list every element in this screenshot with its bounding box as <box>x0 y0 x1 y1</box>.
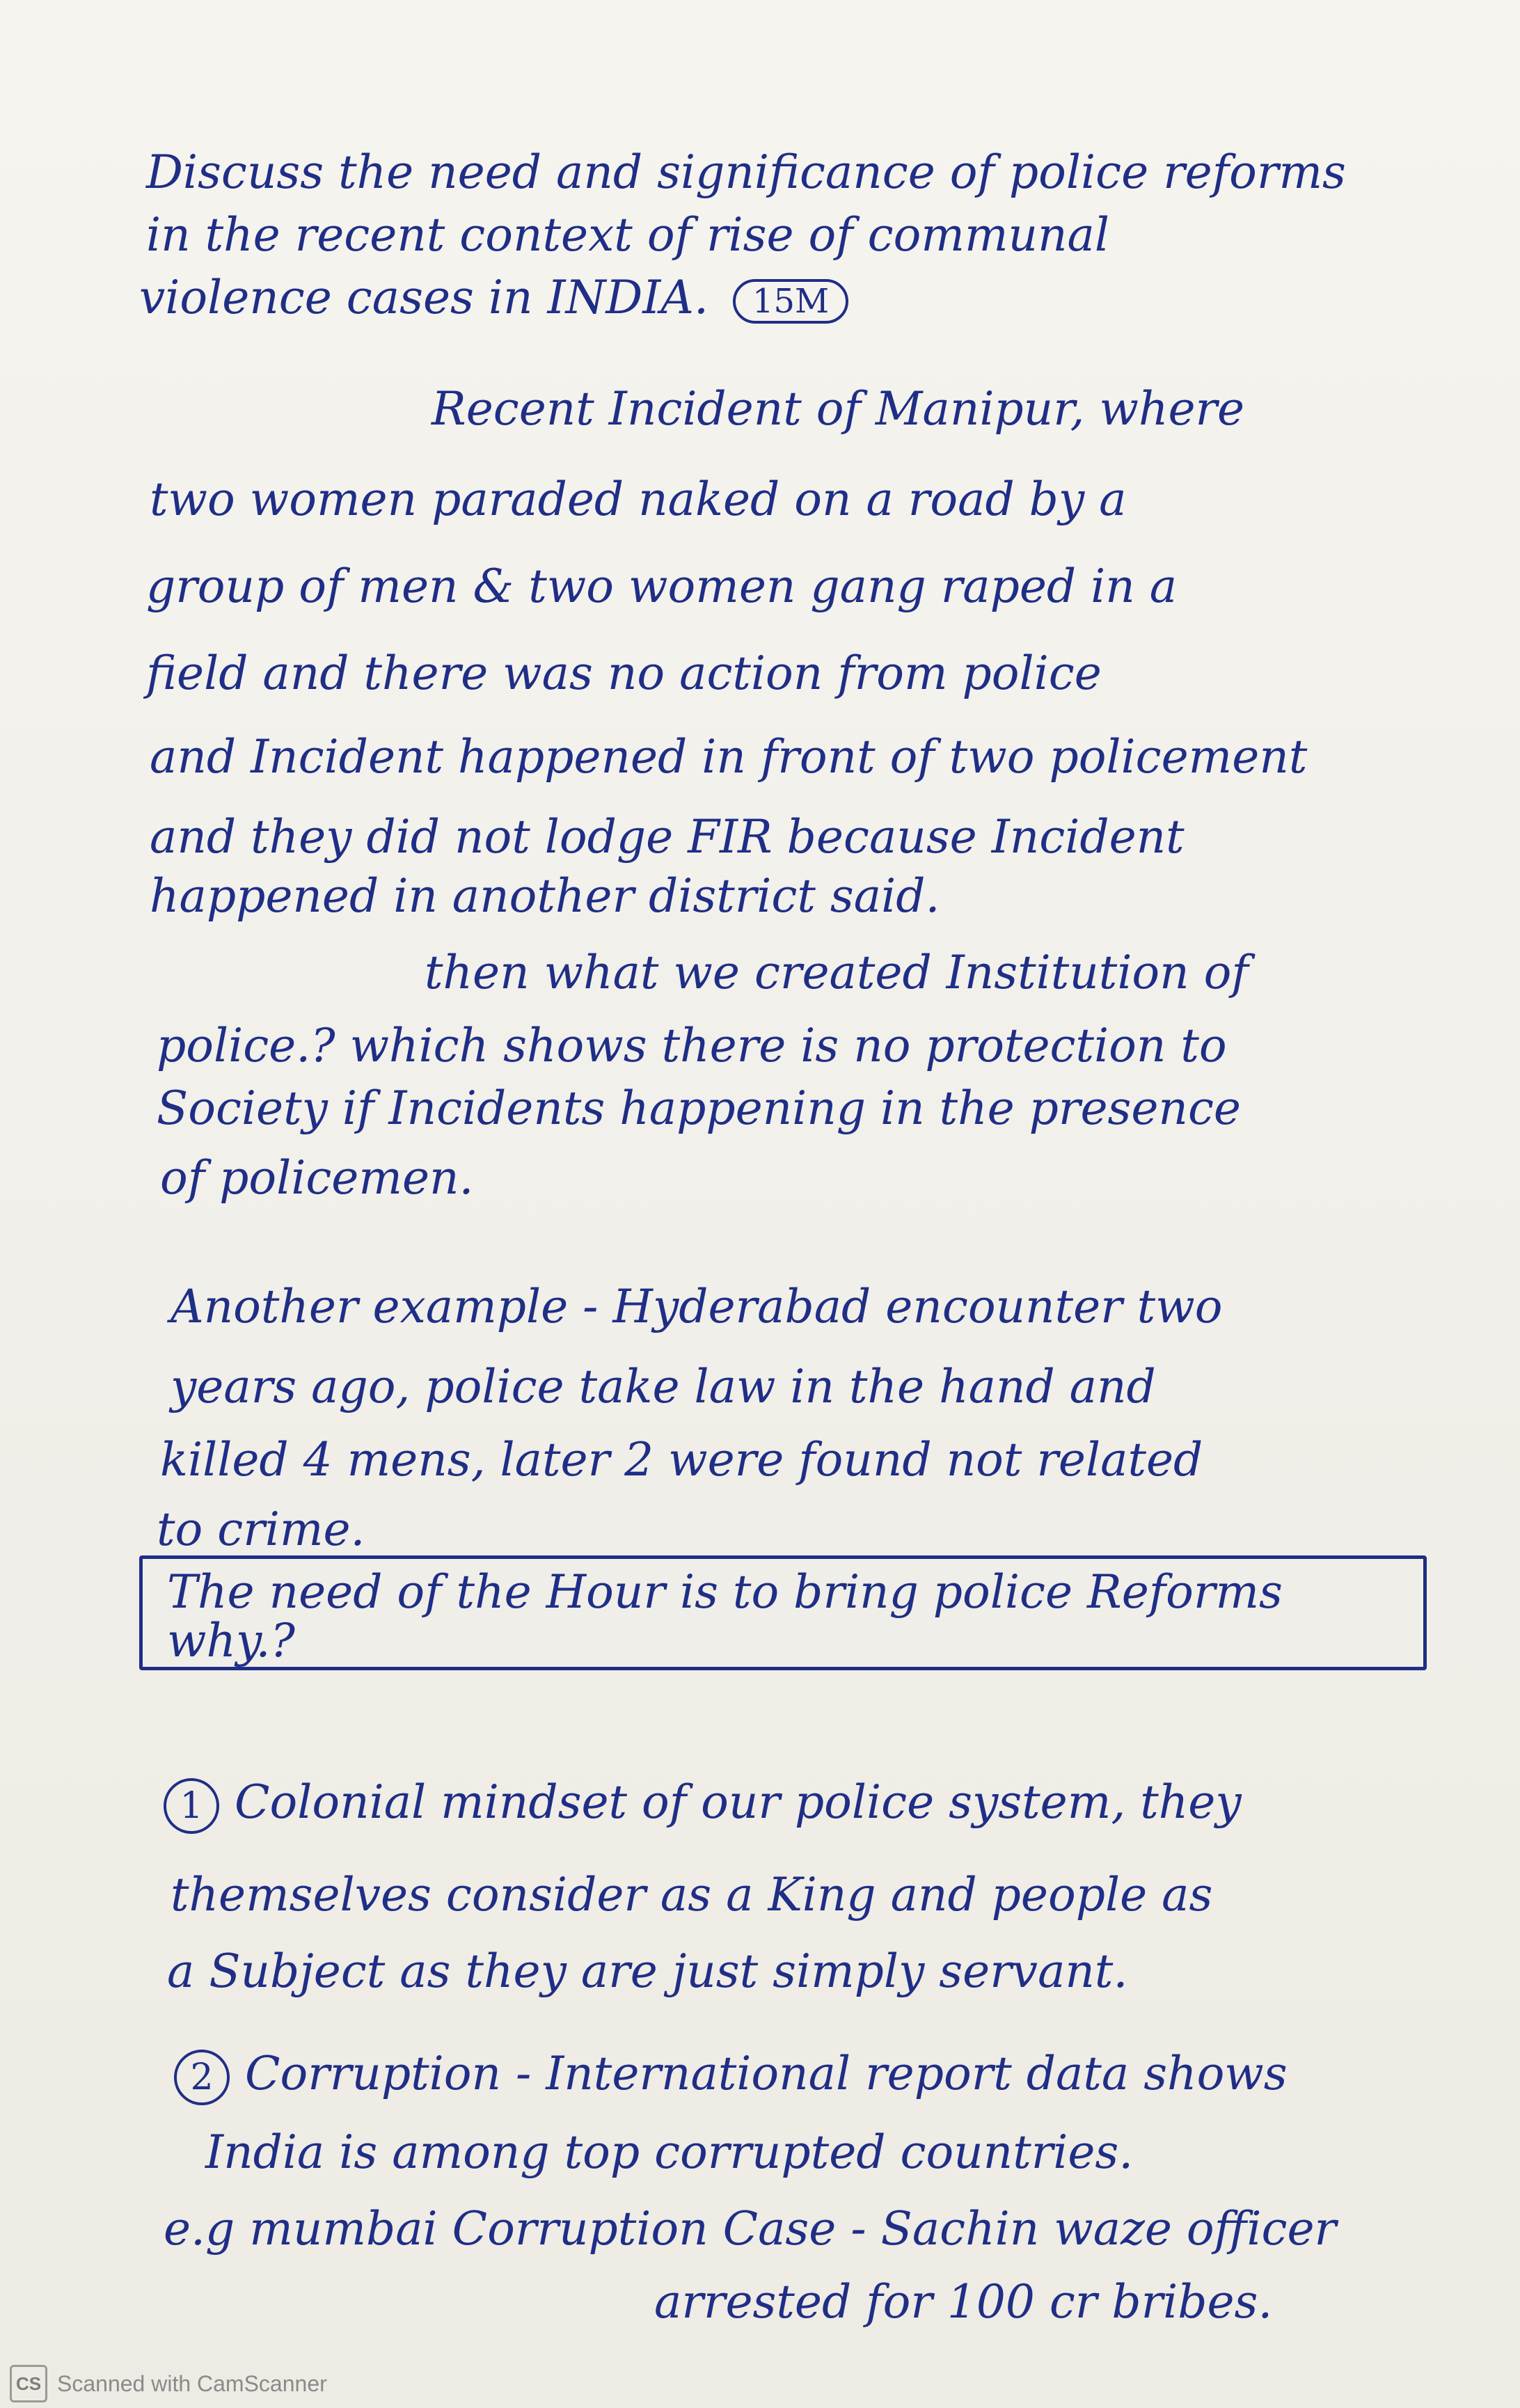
camscanner-footer <box>0 2363 487 2405</box>
box-line-2 <box>0 1614 1520 1668</box>
p1-text-1: Recent Incident of Manipur, where <box>432 382 1245 436</box>
question-line-2 <box>0 208 1520 262</box>
point-2-text-2: India is among top corrupted countries. <box>205 2125 1134 2179</box>
p2-line-3 <box>0 1082 1520 1135</box>
question-text-2: in the recent context of rise of communal <box>146 208 1110 262</box>
p2-line-1 <box>0 946 1520 999</box>
marks-badge: 15M <box>733 279 848 324</box>
p1-line-4 <box>0 647 1520 700</box>
p2-text-4: of policemen. <box>160 1151 474 1205</box>
point-2-text-1: Corruption - International report data shows <box>245 2047 1288 2100</box>
camscanner-logo: CS <box>10 2365 47 2402</box>
box-line-1 <box>0 1565 1520 1619</box>
p1-line-3 <box>0 560 1520 613</box>
point-1-text-1: Colonial mindset of our police system, they <box>235 1775 1242 1829</box>
point-1-number: 1 <box>164 1778 219 1834</box>
p1-text-6: and they did not lodge FIR because Incident <box>150 810 1185 864</box>
point-2-text-3: e.g mumbai Corruption Case - Sachin waze officer <box>164 2202 1337 2256</box>
p1-text-2: two women paraded naked on a road by a <box>150 473 1127 526</box>
p2-text-1: then what we created Institution of <box>425 946 1249 999</box>
point-1-text-2: themselves consider as a King and people as <box>171 1868 1213 1922</box>
p1-text-3: group of men & two women gang raped in a <box>146 560 1178 613</box>
point-2-line-4 <box>0 2275 1520 2329</box>
p2-text-2: police.? which shows there is no protection to <box>157 1019 1227 1072</box>
p3-text-1: Another example - Hyderabad encounter two <box>171 1280 1223 1333</box>
point-2-number: 2 <box>174 2050 230 2105</box>
p3-text-2: years ago, police take law in the hand and <box>171 1360 1156 1413</box>
p1-line-6 <box>0 810 1520 864</box>
p2-text-3: Society if Incidents happening in the presence <box>157 1082 1241 1135</box>
point-1-text-3: a Subject as they are just simply servant. <box>167 1944 1128 1998</box>
p3-text-3: killed 4 mens, later 2 were found not related <box>160 1433 1203 1487</box>
point-2-text-4: arrested for 100 cr bribes. <box>654 2275 1273 2329</box>
question-text-3: violence cases in INDIA. <box>139 271 708 324</box>
question-line-1 <box>0 145 1520 199</box>
p1-line-5 <box>0 730 1520 784</box>
question-line-3 <box>0 271 1520 324</box>
box-text-2: why.? <box>167 1614 295 1668</box>
camscanner-label: Scanned with CamScanner <box>57 2370 327 2396</box>
p3-text-4: to crime. <box>157 1503 365 1556</box>
point-1-line-1 <box>0 1775 1520 1834</box>
p3-line-1 <box>0 1280 1520 1333</box>
question-text-1: Discuss the need and significance of police reforms <box>146 145 1346 199</box>
p1-text-5: and Incident happened in front of two policement <box>150 730 1308 784</box>
p1-line-7 <box>0 869 1520 923</box>
p2-line-4 <box>0 1151 1520 1205</box>
p3-line-4 <box>0 1503 1520 1556</box>
p1-text-7: happened in another district said. <box>150 869 940 923</box>
p3-line-2 <box>0 1360 1520 1413</box>
point-2-line-2 <box>0 2125 1520 2179</box>
p1-line-2 <box>0 473 1520 526</box>
point-2-line-3 <box>0 2202 1520 2256</box>
point-1-line-2 <box>0 1868 1520 1922</box>
p3-line-3 <box>0 1433 1520 1487</box>
point-2-line-1 <box>0 2047 1520 2105</box>
p1-text-4: field and there was no action from police <box>146 647 1102 700</box>
box-text-1: The need of the Hour is to bring police Reforms <box>167 1565 1283 1619</box>
p1-line-1 <box>0 382 1520 436</box>
p2-line-2 <box>0 1019 1520 1072</box>
point-1-line-3 <box>0 1944 1520 1998</box>
